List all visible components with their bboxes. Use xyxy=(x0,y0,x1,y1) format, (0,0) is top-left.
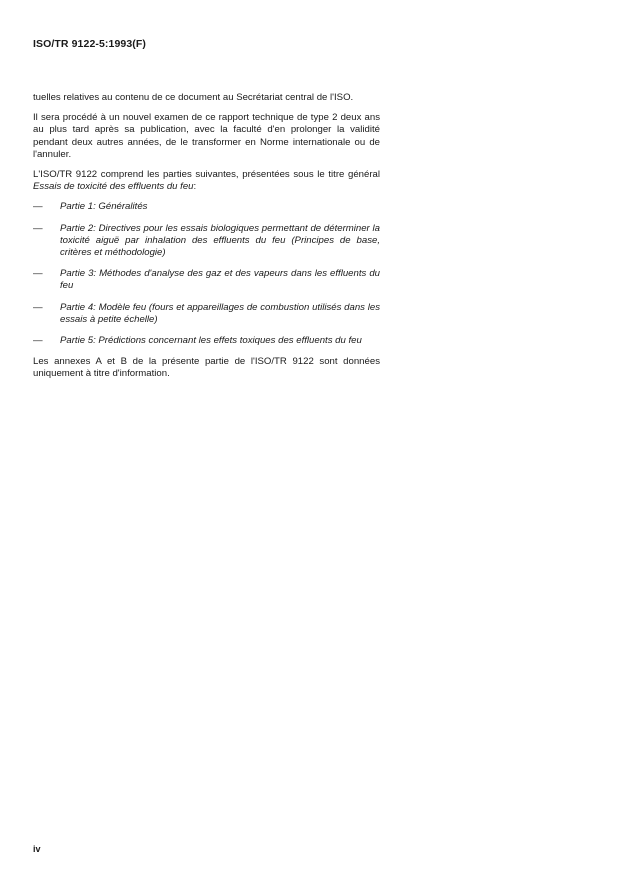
list-dash: — xyxy=(33,268,43,280)
list-item-text: Partie 4: Modèle feu (fours et appareillages de combustion utilisés dans les essais à petite échelle) xyxy=(60,301,380,325)
parts-list xyxy=(33,201,380,347)
page-number: iv xyxy=(33,844,41,854)
list-item xyxy=(33,335,380,347)
list-dash: — xyxy=(33,222,43,234)
list-dash: — xyxy=(33,301,43,313)
list-item-text: Partie 5: Prédictions concernant les effets toxiques des effluents du feu xyxy=(60,335,362,347)
paragraph-1: tuelles relatives au contenu de ce document au Secrétariat central de l'ISO. xyxy=(33,92,354,103)
paragraph-3-end: : xyxy=(193,181,197,193)
paragraph-4: Les annexes A et B de la présente partie de l'ISO/TR 9122 sont données uniquement à titre d'information. xyxy=(33,356,380,380)
list-item-text: Partie 1: Généralités xyxy=(60,201,148,213)
paragraph-2: Il sera procédé à un nouvel examen de ce rapport technique de type 2 deux ans au plus tard après sa publication, avec la faculté d'en prolonger la validité pendant deux autres années, de le transformer en Norme internationale ou de l'annuler. xyxy=(33,112,380,160)
list-item-text: Partie 2: Directives pour les essais biologiques permettant de déterminer la toxicité aiguë par inhalation des effluents du feu (Principes de base, critères et méthodologie) xyxy=(60,222,380,259)
paragraph-3 xyxy=(33,169,380,193)
list-item xyxy=(33,302,380,326)
list-item xyxy=(33,268,380,292)
series-title: Essais de toxicité des effluents du feu xyxy=(33,181,194,193)
list-dash: — xyxy=(33,201,43,213)
list-dash: — xyxy=(33,335,43,347)
main-text-column xyxy=(33,92,380,389)
list-item xyxy=(33,201,380,213)
paragraph-3-lead: L'ISO/TR 9122 comprend les parties suivantes, présentées sous le titre général xyxy=(33,169,380,181)
document-id-header: ISO/TR 9122-5:1993(F) xyxy=(33,38,146,50)
list-item xyxy=(33,223,380,260)
list-item-text: Partie 3: Méthodes d'analyse des gaz et des vapeurs dans les effluents du feu xyxy=(60,268,380,292)
